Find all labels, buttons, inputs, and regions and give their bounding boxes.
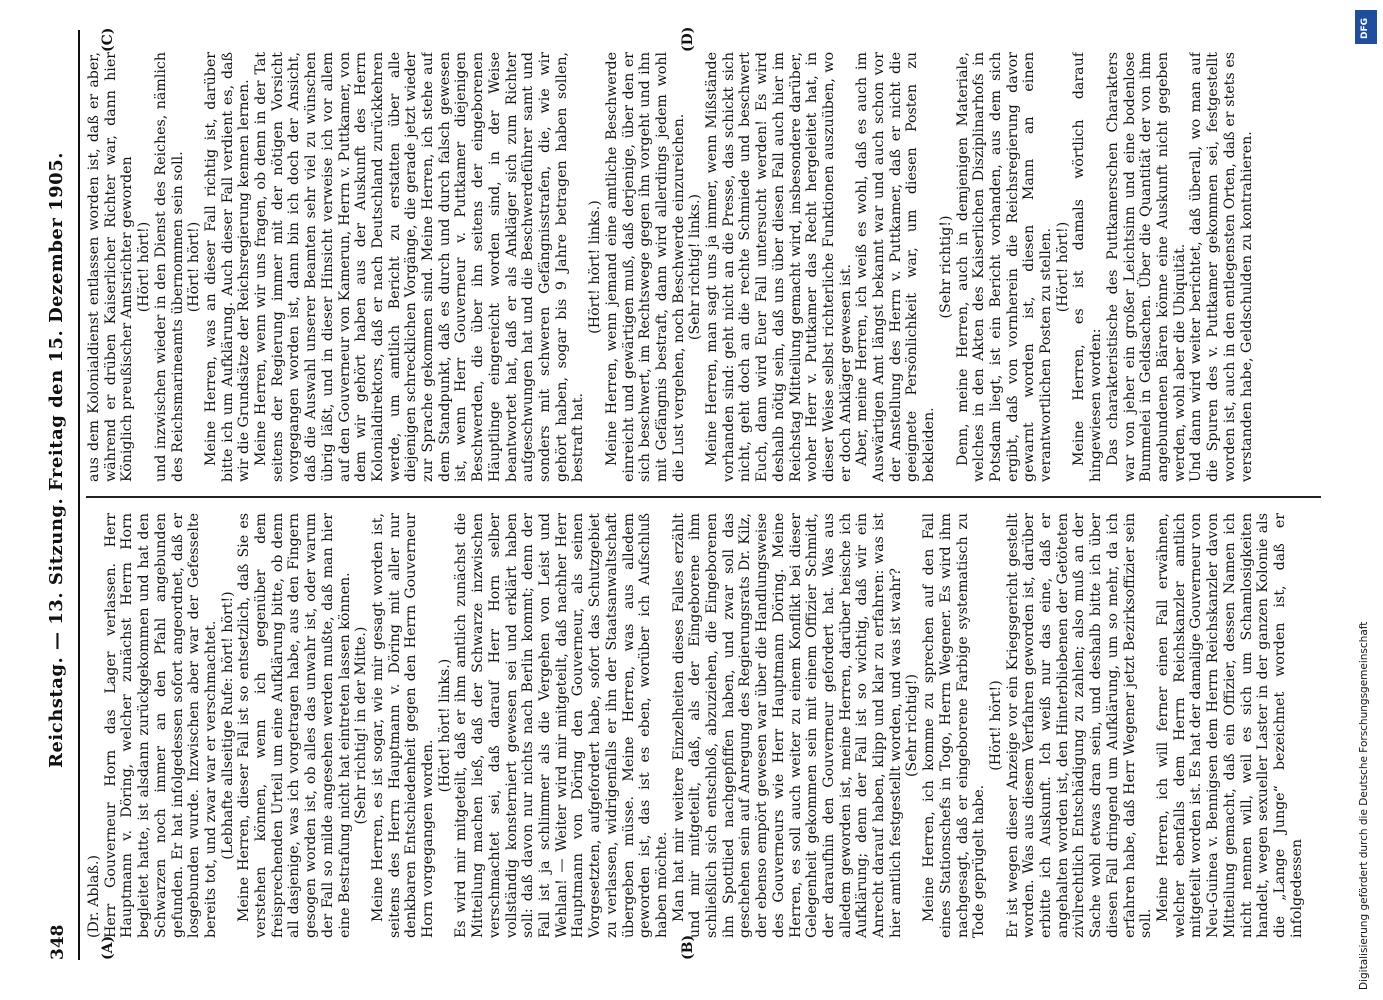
paragraph: Es wird mir mitgeteilt, daß er ihm amtlich zunächst die Mitteilung machen ließ, daß der Schwarze inzwischen verschmachtet sei, daß darauf Herr Horn selber vollständig konsterniert gewesen sei und erklärt haben soll: daß davon nur nichts nach Berlin kommt; denn der Fall ist ja schlimmer als die Vergehen von Leist und Wehlan! — Weiter wird mir mitgeteilt, daß nachher Herr Hauptmann von Döring den Gouverneur, als seinen Vorgesetzten, aufgefordert habe, sofort das Schutzgebiet zu verlassen, widrigenfalls er ihn der Staatsanwaltschaft übergeben müsse. Meine Herren, was aus alledem geworden ist, das ist es eben, worüber ich Aufschluß haben möchte. <box>453 513 670 938</box>
paragraph: Man hat mir weitere Einzelheiten dieses Falles erzählt und mir mitgeteilt, daß, als der Eingeborene ihm schließlich sich entschloß, abzuziehen, die Eingeborenen ihn Spottlied nachgepfiffen haben, und zwar soll das geschehen sein auf Anregung des Regierungsrats Dr. Kilz, der ebenso empört gewesen war über die Handlungsweise des Gouverneurs wie Herr Hauptmann Döring. Meine Herren, es soll auch weiter zu einem Konflikt bei dieser Gelegenheit gekommen sein mit einem Offizier Schmidt, der daraufhin den Gouverneur gefordert hat. Was aus alledem geworden ist, meine Herren, darüber heische ich Aufklärung; denn der Fall ist so wichtig, daß wir ein Anrecht darauf haben, klipp und klar zu erfahren: was ist hier amtlich festgestellt worden, und was ist wahr? <box>670 513 904 938</box>
paragraph: (Hört! hört!) <box>186 221 203 313</box>
margin-mark-d: (D) <box>680 26 696 52</box>
paragraph: und inzwischen wieder in den Dienst des Reiches, nämlich des Reichsmarineamts übernommen sein soll. <box>152 52 186 482</box>
paragraph: Meine Herren, ich komme zu sprechen auf den Fall eines Stationschefs in Togo, Herrn Wegener. Es wird ihm nachgesagt, daß er eingeborene Farbige systematisch zu Tode geprügelt habe. <box>921 513 988 938</box>
paragraph: (Sehr richtig! in der Mitte.) <box>353 626 370 825</box>
margin-mark-b: (B) <box>680 934 696 960</box>
left-text-column <box>86 513 1321 938</box>
paragraph: Meine Herren, es ist damals wörtlich darauf hingewiesen worden: <box>1071 52 1105 482</box>
dfg-logo: DFG <box>1355 10 1377 44</box>
paragraph: Herr Gouverneur Horn das Lager verlassen. Herr Hauptmann v. Döring, welcher zunächst Herrn Horn begleitet hatte, ist alsdann zurückgekommen und hat den Schwarzen noch immer an den Pfahl angebunden gefunden. Er hat infolgedessen sofort angeordnet, daß er losgebunden wurde. Inzwischen aber war der Gefesselte bereits tot, und zwar war er verschmachtet. <box>102 513 219 938</box>
digitization-credit: Digitalisierung gefördert durch die Deutsche Forschungsgemeinschaft <box>1358 621 1370 990</box>
paragraph: aus dem Kolonialdienst entlassen worden ist, daß er aber, während er drüben Kaiserlicher Richter war, dann hier Königlich preußischer Amtsrichter geworden <box>86 52 136 482</box>
page-number: 348 <box>48 924 68 960</box>
right-text-column <box>86 52 1321 482</box>
page-title: Reichstag. — 13. Sitzung. Freitag den 15. Dezember 1905. <box>46 152 67 769</box>
paragraph: Meine Herren, wenn jemand eine amtliche Beschwerde einreicht und gewärtigen muß, daß derjenige, über den er sich beschwert, im Rechtswege gegen ihn vorgeht und ihn mit Gefängnis bestraft, dann wird allerdings jedem wohl die Lust vergehen, noch Beschwerde einzureichen. <box>603 52 687 482</box>
paragraph: (Sehr richtig! links.) <box>687 193 704 341</box>
margin-mark-c: (C) <box>100 27 116 52</box>
paragraph: Das charakteristische des Puttkamerschen Charakters war von jeher ein großer Leichtsinn und eine bodenlose Bummelei in Geldsachen. Über die Quantität der von ihm angebundenen Bären könne eine Auskunft nicht gegeben werden, wohl aber die Ubiquität. <box>1104 52 1188 482</box>
paragraph: (Hört! hört! links.) <box>587 200 604 334</box>
paragraph: Er ist wegen dieser Anzeige vor ein Kriegsgericht gestellt worden. Was aus diesem Verfahren geworden ist, darüber erbitte ich Auskunft. Ich weiß nur das eine, daß er angehalten worden ist, den Hinterbliebenen der Getöteten zivilrechtlich Entschädigung zu zahlen; also muß an der Sache wohl etwas dran sein, und deshalb bitte ich über diesen Fall dringend um Aufklärung, um so mehr, da ich erfahren habe, daß Herr Wegener jetzt Bezirksoffizier sein soll. <box>1004 513 1155 938</box>
paragraph: (Lebhafte allseitige Rufe: hört! hört!) <box>219 591 236 860</box>
column-divider <box>86 497 1321 499</box>
paragraph: (Hört! hört! links.) <box>436 658 453 793</box>
paragraph: Aber, meine Herren, ich weiß es wohl, daß es auch im Auswärtigen Amt längst bekannt war und auch schon vor der Anstellung des Herrn v. Puttkamer, daß er nicht die geeignete Persönlichkeit war, um diesen Posten zu bekleiden. <box>854 52 938 482</box>
page-header <box>40 30 78 960</box>
paragraph: Meine Herren, dieser Fall ist so entsetzlich, daß Sie es verstehen können, wenn ich gegenüber dem freisprechenden Urteil um eine Aufklärung bitte, ob denn all dasjenige, was ich vorgetragen habe, aus den Fingern gesogen worden ist, ob alles das unwahr ist, oder warum der Fall so milde angesehen werden mußte, daß man hier eine Bestrafung nicht hat eintreten lassen können. <box>236 513 353 938</box>
margin-mark-a: (A) <box>100 935 116 960</box>
paragraph: Meine Herren, ich will ferner einen Fall erwähnen, welcher ebenfalls dem Herrn Reichskanzler amtlich mitgeteilt worden ist. Es hat der damalige Gouverneur von Neu-Guinea v. Bennigsen dem Herrn Reichskanzler davon Mitteilung gemacht, daß ein Offizier, dessen Namen ich nicht nennen will, weil es sich um Schamlosigkeiten handelt, wegen sexueller Laster in der ganzen Kolonie als die „Lange Junge“ bezeichnet worden ist, daß er infolgedessen <box>1155 513 1305 938</box>
paragraph: Meine Herren, was an dieser Fall richtig ist, darüber bitte ich um Aufklärung. Auch dieser Fall verdient es, daß wir die Grundsätze der Reichsregierung kennen lernen. <box>202 52 253 482</box>
header-rule <box>78 30 80 960</box>
paragraph: Und dann wird weiter berichtet, daß überall, wo man auf die Spuren des v. Puttkamer gekommen sei, festgestellt worden ist, auch in den entlegensten Orten, daß er stets es verstanden habe, Geldschulden zu kontrahieren. <box>1188 52 1255 482</box>
paragraph: (Dr. Ablaß.) <box>86 855 102 938</box>
paragraph: (Sehr richtig!) <box>904 673 921 778</box>
rotated-document-page <box>40 26 1330 960</box>
paragraph: (Hört! hört!) <box>987 680 1004 771</box>
paragraph: (Sehr richtig!) <box>937 215 954 319</box>
paragraph: Meine Herren, wenn wir uns fragen, ob denn in der Tat seitens der Regierung immer mit der nötigen Vorsicht vorgegangen worden ist, dann bin ich doch der Ansicht, daß die Auswahl unserer Beamten sehr viel zu wünschen übrig läßt, und in dieser Hinsicht verweise ich vor allem auf den Gouverneur von Kamerun, Herrn v. Puttkamer, von dem wir gehört haben aus der Auskunft des Herrn Kolonialdirektors, daß er nach Deutschland zurückkehren werde, um amtlich Bericht zu erstatten über alle diejenigen schrecklichen Vorgänge, die gerade jetzt wieder zur Sprache gekommen sind. Meine Herren, ich stehe auf dem Standpunkt, daß es durch und durch falsch gewesen ist, wenn Herr Gouverneur v. Puttkamer diejenigen Beschwerden, die über ihn seitens der eingeborenen Häuptlinge eingereicht worden sind, in der Weise beantwortet hat, daß er als Ankläger sich zum Richter aufgeschwungen hat und die Beschwerdeführer samt und sonders mit schweren Gefängnisstrafen, die, wie wir gehört haben, sogar bis 9 Jahre betragen haben sollen, bestraft hat. <box>253 52 587 482</box>
paragraph: Meine Herren, es ist sogar, wie mir gesagt worden ist, seitens des Herrn Hauptmann v. Döring mit aller nur denkbaren Entschiedenheit gegen den Herrn Gouverneur Horn vorgegangen worden. <box>369 513 437 938</box>
paragraph: (Hört! hört!) <box>1054 221 1071 313</box>
paragraph: Meine Herren, man sagt uns ja immer, wenn Mißstände vorhanden sind: geht nicht an die Presse, das schickt sich nicht, geht doch an die rechte Schmiede und beschwert Euch, dann wird Euer Fall untersucht werden! Es wird deshalb nötig sein, daß uns über diesen Fall auch hier im Reichstag Mitteilung gemacht wird, insbesondere darüber, woher Herr v. Puttkamer das Recht hergeleitet hat, in dieser Weise selbst richterliche Funktionen auszuüben, wo er doch Ankläger gewesen ist. <box>704 52 854 482</box>
paragraph: Denn, meine Herren, auch in demjenigen Materiale, welches in den Akten des Kaiserlichen Disziplinarhofs in Potsdam liegt, ist ein Bericht vorhanden, aus dem sich ergibt, daß von vornherein die Reichsregierung davor gewarnt worden ist, diesen Mann an einen verantwortlichen Posten zu stellen. <box>954 52 1055 482</box>
paragraph: (Hört! hört!) <box>136 221 153 313</box>
